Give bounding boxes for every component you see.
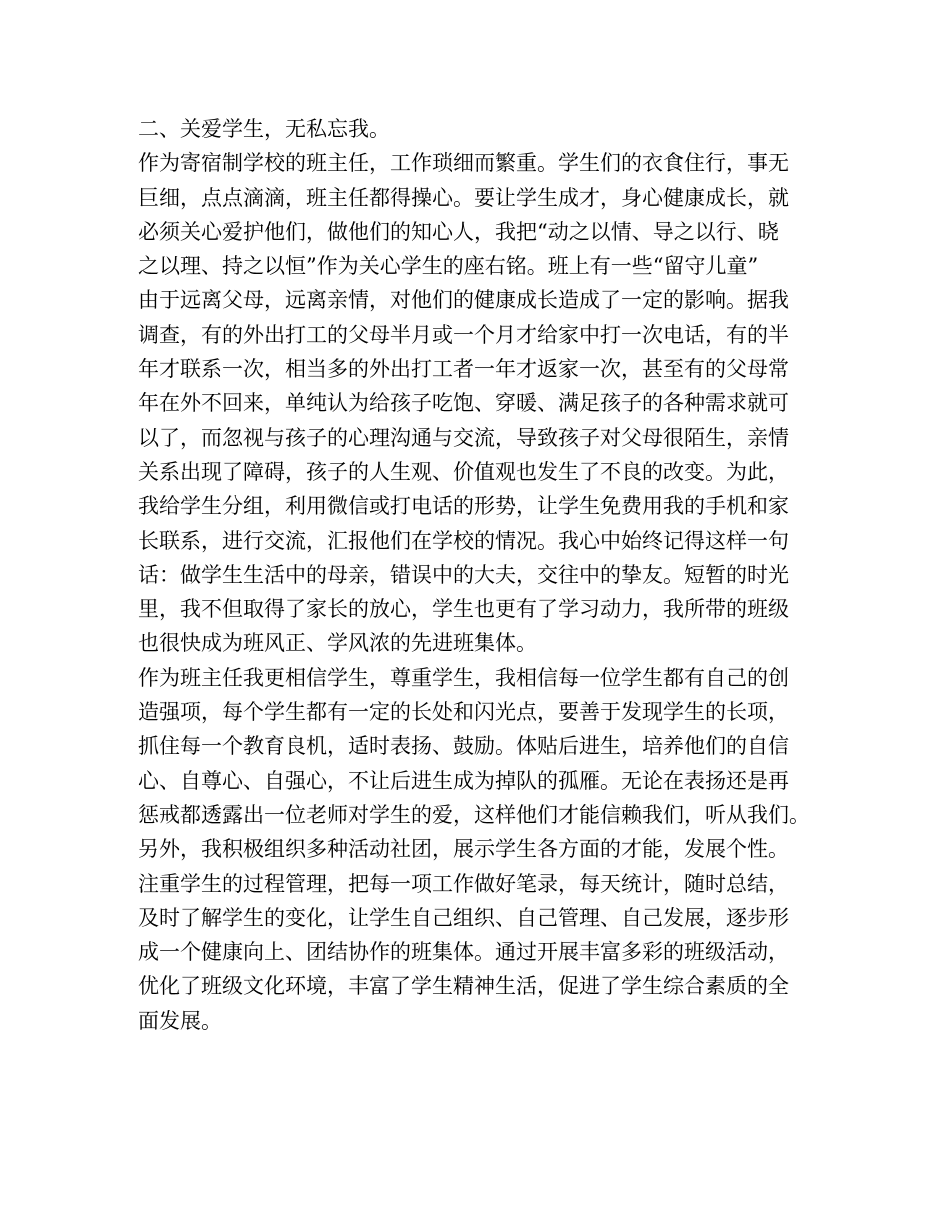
text-line: 之以理、持之以恒”作为关心学生的座右铭。班上有一些“留守儿童” bbox=[138, 254, 759, 279]
text-line: 巨细，点点滴滴，班主任都得操心。要让学生成才，身心健康成长，就 bbox=[138, 185, 789, 210]
text-line: 惩戒都透露出一位老师对学生的爱，这样他们才能信赖我们，听从我们。 bbox=[138, 802, 810, 827]
text-line: 面发展。 bbox=[138, 1008, 222, 1033]
text-line: 由于远离父母，远离亲情，对他们的健康成长造成了一定的影响。据我 bbox=[138, 288, 789, 313]
text-line: 作为寄宿制学校的班主任，工作琐细而繁重。学生们的衣食住行，事无 bbox=[138, 151, 789, 176]
document-body bbox=[138, 112, 818, 1038]
text-line: 心、自尊心、自强心，不让后进生成为掉队的孤雁。无论在表扬还是再 bbox=[138, 768, 789, 793]
text-line: 调查，有的外出打工的父母半月或一个月才给家中打一次电话，有的半 bbox=[138, 322, 789, 347]
text-line: 必须关心爱护他们，做他们的知心人，我把“动之以情、导之以行、晓 bbox=[138, 219, 779, 244]
text-line: 造强项，每个学生都有一定的长处和闪光点，要善于发现学生的长项， bbox=[138, 700, 789, 725]
text-line: 也很快成为班风正、学风浓的先进班集体。 bbox=[138, 631, 537, 656]
text-line: 成一个健康向上、团结协作的班集体。通过开展丰富多彩的班级活动， bbox=[138, 940, 789, 965]
text-line: 以了，而忽视与孩子的心理沟通与交流，导致孩子对父母很陌生，亲情 bbox=[138, 425, 789, 450]
text-line: 注重学生的过程管理，把每一项工作做好笔录，每天统计，随时总结， bbox=[138, 871, 789, 896]
text-line: 及时了解学生的变化，让学生自己组织、自己管理、自己发展，逐步形 bbox=[138, 905, 789, 930]
text-line: 优化了班级文化环境，丰富了学生精神生活，促进了学生综合素质的全 bbox=[138, 974, 789, 999]
text-line: 关系出现了障碍，孩子的人生观、价值观也发生了不良的改变。为此， bbox=[138, 459, 789, 484]
text-line: 作为班主任我更相信学生，尊重学生，我相信每一位学生都有自己的创 bbox=[138, 665, 789, 690]
text-line: 话：做学生生活中的母亲，错误中的大夫，交往中的挚友。短暂的时光 bbox=[138, 562, 789, 587]
text-line: 年才联系一次，相当多的外出打工者一年才返家一次，甚至有的父母常 bbox=[138, 357, 789, 382]
text-line: 里，我不但取得了家长的放心，学生也更有了学习动力，我所带的班级 bbox=[138, 597, 789, 622]
section-heading: 二、关爱学生，无私忘我。 bbox=[138, 117, 390, 141]
text-line: 年在外不回来，单纯认为给孩子吃饱、穿暖、满足孩子的各种需求就可 bbox=[138, 391, 789, 416]
text-line: 另外，我积极组织多种活动社团，展示学生各方面的才能，发展个性。 bbox=[138, 837, 789, 862]
text-line: 长联系，进行交流，汇报他们在学校的情况。我心中始终记得这样一句 bbox=[138, 528, 789, 553]
text-line: 抓住每一个教育良机，适时表扬、鼓励。体贴后进生，培养他们的自信 bbox=[138, 734, 789, 759]
text-line: 我给学生分组，利用微信或打电话的形势，让学生免费用我的手机和家 bbox=[138, 494, 789, 519]
